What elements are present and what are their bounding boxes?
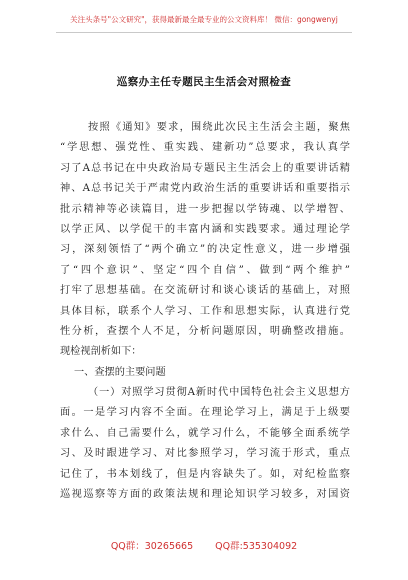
footer-qq-group-1: QQ群：30265665 [110,541,194,552]
body-line: 现检视剖析如下： [60,346,142,358]
body-line: 了“四个意识”、坚定“四个自信”、做到“两个维护” [60,264,350,276]
body-line: 面。一是学习内容不全面。在理论学习上，满足于上级要 [60,407,350,419]
body-line: 记住了，书本划线了，但是内容缺失了。如，对纪检监察 [60,468,350,480]
body-line: 批示精神等必读篇目，进一步把握以学铸魂、以学增智、 [60,203,350,215]
body-line: “学思想、强党性、重实践、建新功”总要求，我认真学 [60,142,350,154]
body-line: 具体目标，联系个人学习、工作和思想实际，认真进行党 [60,305,350,317]
section-heading: 一、查摆的主要问题 [74,366,166,378]
body-line: 习、及时跟进学习、对比参照学习，学习流于形式，重点 [60,448,350,460]
subsection-heading: （一）对照学习贯彻A新时代中国特色社会主义思想方 [88,387,350,399]
body-line: 按照《通知》要求，围绕此次民主生活会主题，聚焦 [88,122,350,133]
body-line: 以学正风、以学促干的丰富内涵和实践要求。通过理论学 [60,223,350,235]
header-banner: 关注头条号"公文研究"，获得最新最全最专业的公文资料库！ 微信：gongwenyj [70,15,338,24]
document-title: 巡察办主任专题民主生活会对照检查 [116,76,292,88]
footer-qq-group-2: QQ群:535304092 [215,541,298,552]
footer-contact [0,538,408,552]
document-body [60,118,350,505]
body-line: 求什么、自己需要什么，就学习什么，不能够全面系统学 [60,427,350,439]
body-line: 习，深刻领悟了“两个确立”的决定性意义，进一步增强 [60,244,350,256]
body-line: 性分析，查摆个人不足，分析问题原因，明确整改措施。 [60,325,350,337]
body-line: 巡视巡察等方面的政策法规和理论知识学习较多，对国资 [60,489,350,501]
body-line: 打牢了思想基础。在交流研讨和谈心谈话的基础上，对照 [60,285,350,297]
body-line: 习了A总书记在中央政治局专题民主生活会上的重要讲话精 [60,162,350,174]
header-divider [56,32,352,33]
body-line: 神、A总书记关于严肃党内政治生活的重要讲话和重要指示 [60,183,350,195]
